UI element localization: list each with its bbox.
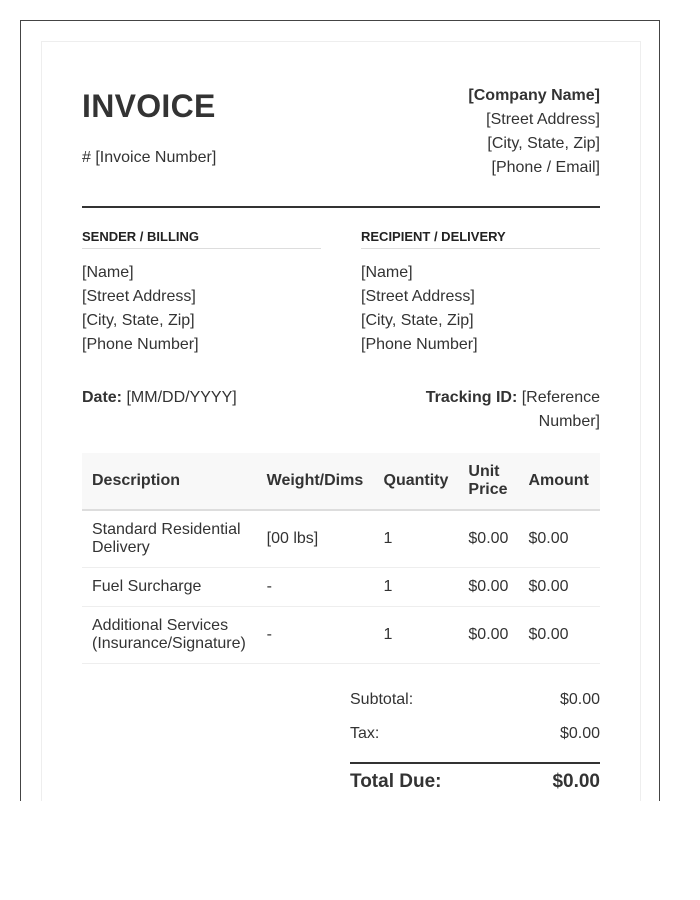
cell-unit-price: $0.00 (458, 568, 518, 607)
subtotal-value: $0.00 (559, 691, 600, 708)
recipient-city: [City, State, Zip] (361, 312, 474, 329)
header-divider (82, 206, 600, 208)
total-due-value: $0.00 (552, 771, 600, 792)
subtotal-label: Subtotal: (350, 691, 414, 708)
cell-amount: $0.00 (518, 568, 600, 607)
cell-description: Standard Residential Delivery (82, 510, 257, 568)
sender-city: [City, State, Zip] (82, 312, 195, 329)
recipient-street: [Street Address] (361, 288, 475, 305)
tax-row (350, 723, 600, 745)
company-block (468, 84, 600, 180)
date-value: [MM/DD/YYYY] (126, 389, 237, 406)
total-divider (350, 762, 600, 764)
date-field (82, 386, 237, 410)
cell-quantity: 1 (374, 607, 459, 664)
recipient-block (361, 229, 600, 357)
table-row (82, 510, 600, 568)
cell-amount: $0.00 (518, 607, 600, 664)
sender-street: [Street Address] (82, 288, 196, 305)
cell-unit-price: $0.00 (458, 607, 518, 664)
sender-phone: [Phone Number] (82, 336, 199, 353)
table-row (82, 607, 600, 664)
company-name: [Company Name] (468, 87, 600, 104)
column-header-description: Description (82, 453, 257, 510)
table-header-row (82, 453, 600, 510)
cell-weight: [00 lbs] (257, 510, 374, 568)
column-header-weight: Weight/Dims (257, 453, 374, 510)
cell-amount: $0.00 (518, 510, 600, 568)
tax-value: $0.00 (559, 725, 600, 742)
tracking-field (410, 386, 600, 434)
tax-label: Tax: (350, 725, 380, 742)
cell-weight: - (257, 607, 374, 664)
total-due-label: Total Due: (350, 771, 442, 792)
sender-name: [Name] (82, 264, 134, 281)
invoice-number: # [Invoice Number] (82, 149, 217, 166)
company-city: [City, State, Zip] (487, 135, 600, 152)
sender-block (82, 229, 321, 357)
subtotal-row (350, 689, 600, 711)
cell-weight: - (257, 568, 374, 607)
cell-quantity: 1 (374, 510, 459, 568)
column-header-amount: Amount (518, 453, 600, 510)
date-label: Date: (82, 389, 123, 406)
cell-description: Fuel Surcharge (82, 568, 257, 607)
recipient-phone: [Phone Number] (361, 336, 478, 353)
cell-quantity: 1 (374, 568, 459, 607)
tracking-label: Tracking ID: (425, 389, 518, 406)
column-header-quantity: Quantity (374, 453, 459, 510)
table-row (82, 568, 600, 607)
line-items-table (82, 453, 600, 664)
invoice-title: INVOICE (82, 88, 216, 124)
cell-unit-price: $0.00 (458, 510, 518, 568)
total-due-row (350, 770, 600, 794)
sender-heading: SENDER / BILLING (82, 229, 321, 249)
recipient-name: [Name] (361, 264, 413, 281)
tracking-value: [Reference Number] (521, 389, 600, 430)
company-contact: [Phone / Email] (491, 159, 600, 176)
recipient-heading: RECIPIENT / DELIVERY (361, 229, 600, 249)
company-street: [Street Address] (486, 111, 600, 128)
column-header-unit-price: Unit Price (458, 453, 518, 510)
cell-description: Additional Services (Insurance/Signature) (82, 607, 257, 664)
